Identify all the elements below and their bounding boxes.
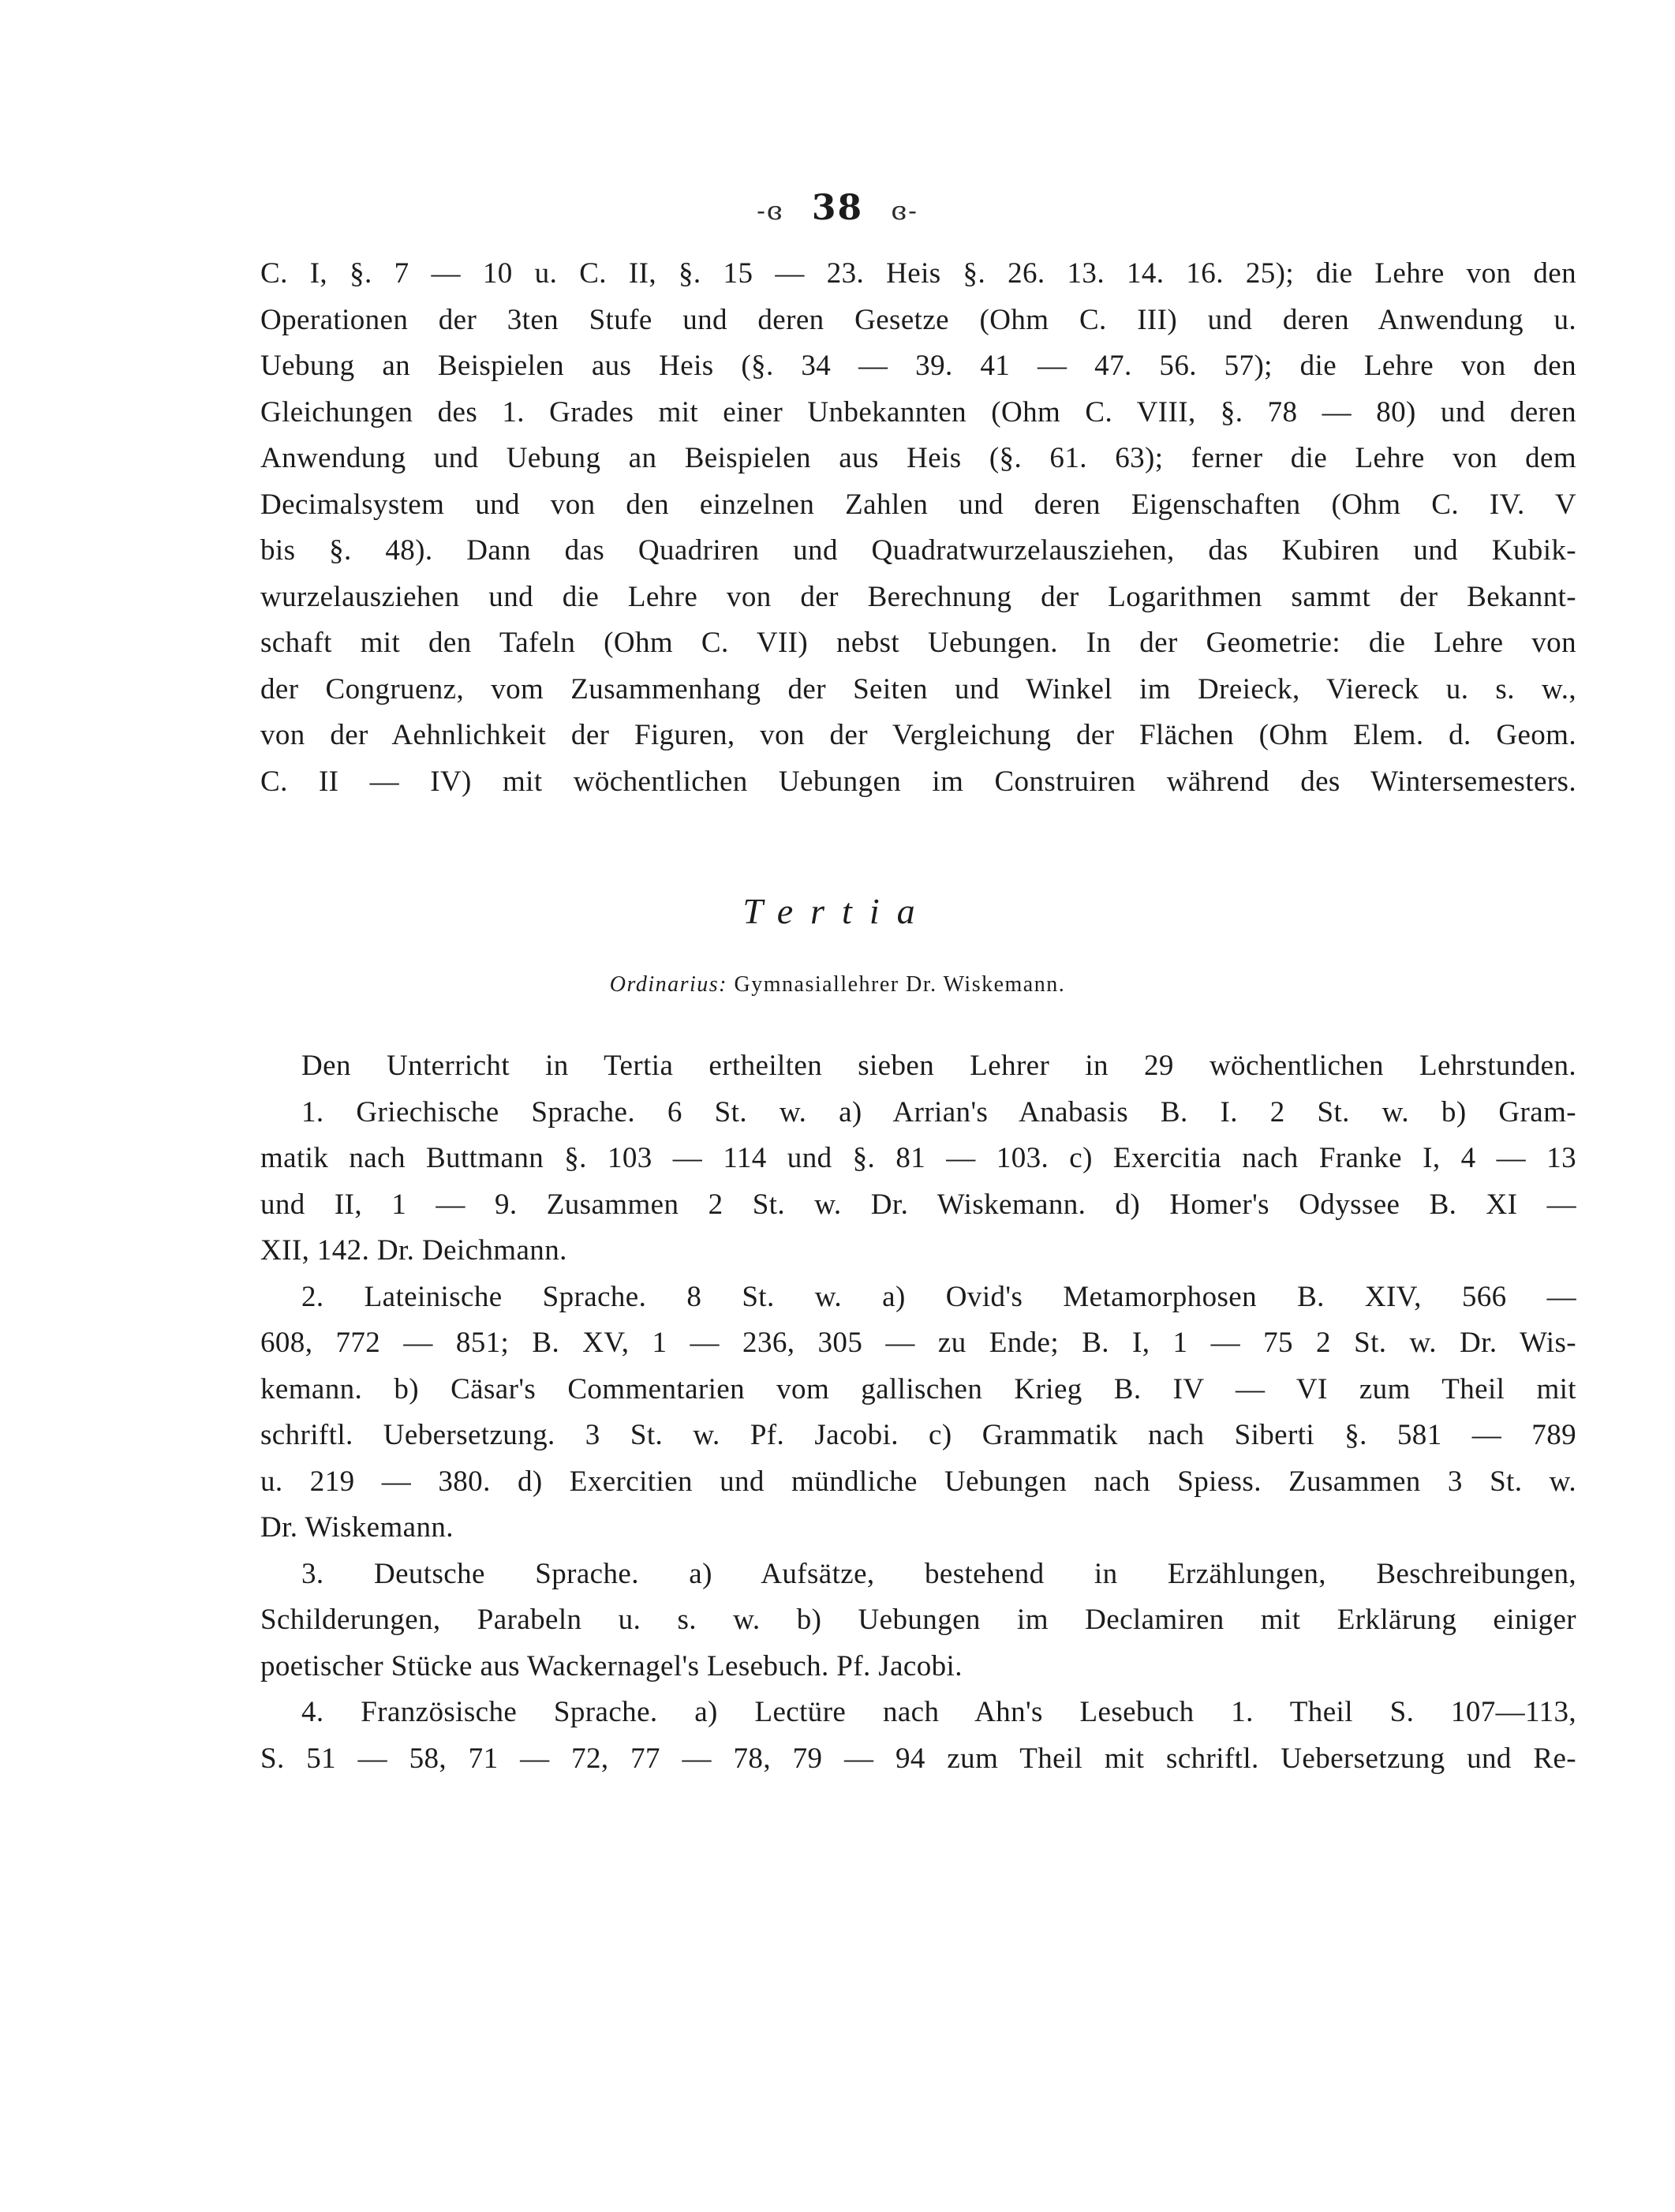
- text-line: bis §. 48). Dann das Quadriren und Quadratwurzelausziehen, das Kubiren und Kubik-: [260, 534, 1576, 567]
- text-line: XII, 142. Dr. Deichmann.: [260, 1234, 567, 1267]
- text-line: 3. Deutsche Sprache. a) Aufsätze, bestehend in Erzählungen, Beschreibungen,: [301, 1557, 1576, 1590]
- text-line: und II, 1 — 9. Zusammen 2 St. w. Dr. Wiskemann. d) Homer's Odyssee B. XI —: [260, 1188, 1576, 1221]
- text-line: 608, 772 — 851; B. XV, 1 — 236, 305 — zu Ende; B. I, 1 — 75 2 St. w. Dr. Wis-: [260, 1327, 1576, 1359]
- text-line: kemann. b) Cäsar's Commentarien vom gallischen Krieg B. IV — VI zum Theil mit: [260, 1372, 1576, 1405]
- text-line: Operationen der 3ten Stufe und deren Gesetze (Ohm C. III) und deren Anwendung u.: [260, 303, 1576, 336]
- text-line: S. 51 — 58, 71 — 72, 77 — 78, 79 — 94 zum Theil mit schriftl. Uebersetzung und Re-: [260, 1742, 1576, 1775]
- text-line: 2. Lateinische Sprache. 8 St. w. a) Ovid's Metamorphosen B. XIV, 566 —: [301, 1280, 1576, 1313]
- text-line: schriftl. Uebersetzung. 3 St. w. Pf. Jacobi. c) Grammatik nach Siberti §. 581 — 789: [260, 1419, 1576, 1451]
- text-line: von der Aehnlichkeit der Figuren, von der Vergleichung der Flächen (Ohm Elem. d. Geom.: [260, 719, 1576, 751]
- text-line: matik nach Buttmann §. 103 — 114 und §. 81 — 103. c) Exercitia nach Franke I, 4 — 13: [260, 1142, 1576, 1174]
- text-line: 4. Französische Sprache. a) Lectüre nach Ahn's Lesebuch 1. Theil S. 107—113,: [301, 1696, 1576, 1728]
- text-line: Uebung an Beispielen aus Heis (§. 34 — 39. 41 — 47. 56. 57); die Lehre von den: [260, 350, 1576, 382]
- text-line: C. I, §. 7 — 10 u. C. II, §. 15 — 23. Heis §. 26. 13. 14. 16. 25); die Lehre von den: [260, 257, 1576, 290]
- text-line: Dr. Wiskemann.: [260, 1511, 454, 1544]
- text-line: 1. Griechische Sprache. 6 St. w. a) Arrian's Anabasis B. I. 2 St. w. b) Gram-: [301, 1095, 1576, 1128]
- ornament-right-icon: ɞ-: [891, 195, 918, 226]
- text-line: u. 219 — 380. d) Exercitien und mündliche Uebungen nach Spiess. Zusammen 3 St. w.: [260, 1465, 1576, 1498]
- ordinarius-text: Gymnasiallehrer Dr. Wiskemann.: [734, 972, 1066, 997]
- text-line: schaft mit den Tafeln (Ohm C. VII) nebst Uebungen. In der Geometrie: die Lehre von: [260, 627, 1576, 659]
- text-line: Schilderungen, Parabeln u. s. w. b) Uebungen im Declamiren mit Erklärung einiger: [260, 1604, 1576, 1636]
- text-line: der Congruenz, vom Zusammenhang der Seiten und Winkel im Dreieck, Viereck u. s. w.,: [260, 672, 1576, 706]
- curriculum-text-top: [260, 251, 1576, 805]
- ordinarius-line: [0, 972, 1675, 997]
- page-number: 38: [811, 188, 864, 228]
- text-line: Anwendung und Uebung an Beispielen aus Heis (§. 61. 63); ferner die Lehre von dem: [260, 442, 1576, 474]
- text-line: wurzelausziehen und die Lehre von der Berechnung der Logarithmen sammt der Bekannt-: [260, 580, 1576, 613]
- section-heading-tertia: Tertia: [742, 891, 933, 931]
- page-header: [0, 188, 1675, 228]
- ornament-left-icon: -ɞ: [757, 195, 784, 226]
- text-line: Den Unterricht in Tertia ertheilten sieben Lehrer in 29 wöchentlichen Lehrstunden.: [301, 1050, 1576, 1082]
- text-line: Decimalsystem und von den einzelnen Zahlen und deren Eigenschaften (Ohm C. IV. V: [260, 488, 1576, 521]
- text-line: poetischer Stücke aus Wackernagel's Lesebuch. Pf. Jacobi.: [260, 1649, 963, 1682]
- curriculum-text-bottom: [260, 1043, 1576, 1782]
- ordinarius-label: Ordinarius:: [609, 972, 728, 997]
- text-line: C. II — IV) mit wöchentlichen Uebungen im Construiren während des Wintersemesters.: [260, 765, 1576, 798]
- text-line: Gleichungen des 1. Grades mit einer Unbekannten (Ohm C. VIII, §. 78 — 80) und deren: [260, 395, 1576, 429]
